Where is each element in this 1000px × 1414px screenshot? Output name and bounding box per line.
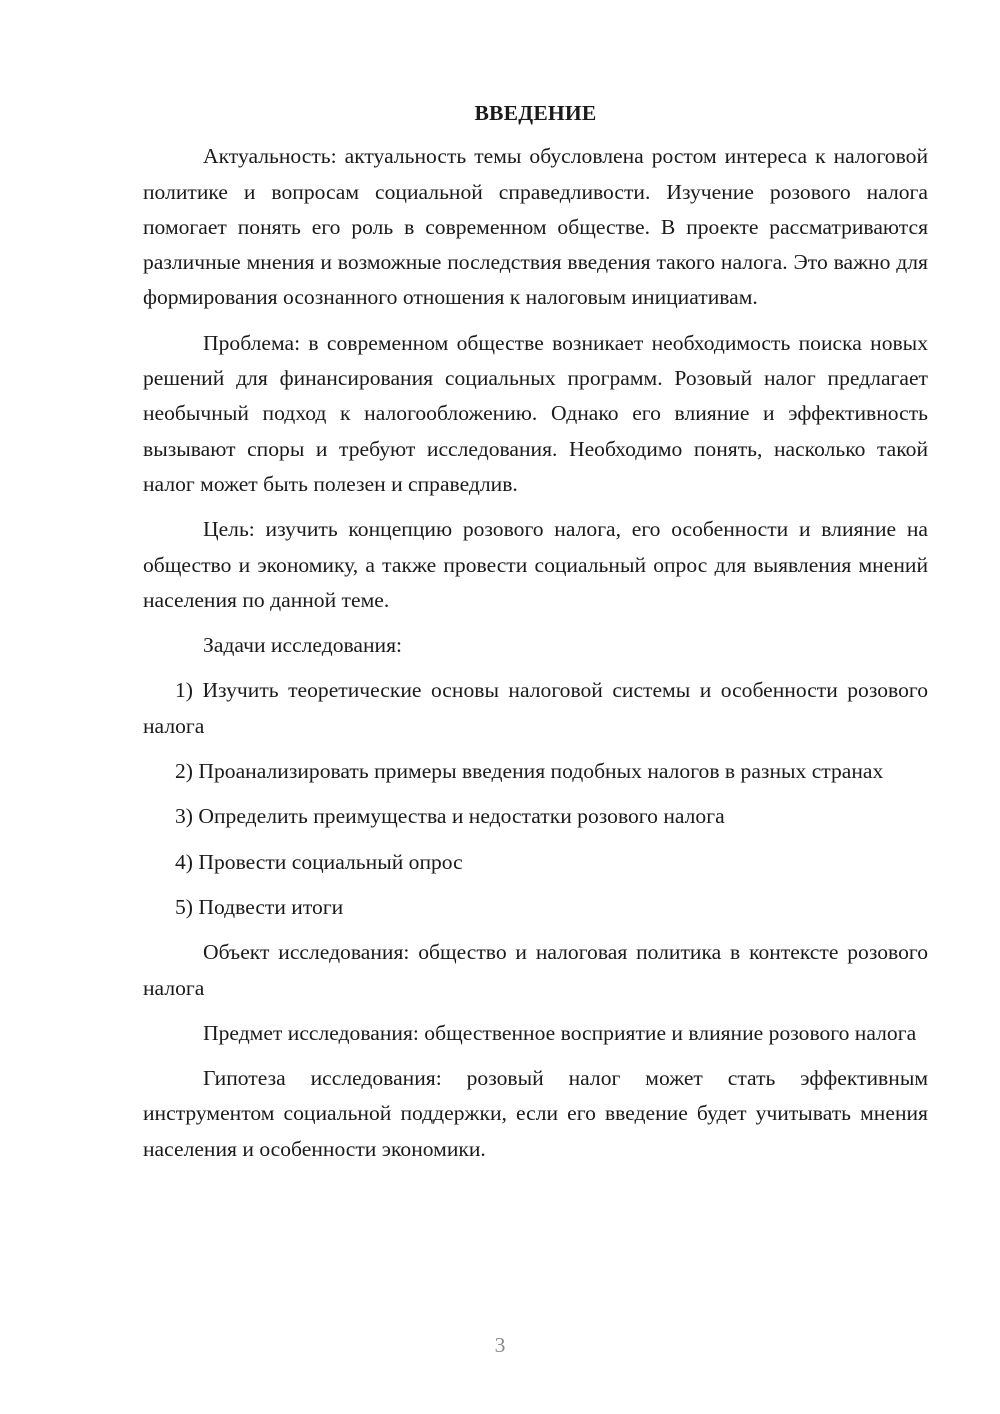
task-item: 1) Изучить теоретические основы налоговой системы и особенности розового налога	[143, 678, 928, 738]
paragraph-problem: Проблема: в современном обществе возникает необходимость поиска новых решений для финансирования социальных программ. Розовый налог предлагает необычный подход к налогообложению. Однако его влияние и эффективность вызывают споры и требуют исследования. Необходимо понять, насколько такой налог может быть полезен и справедлив.	[143, 330, 928, 496]
task-item: 3) Определить преимущества и недостатки розового налога	[175, 804, 725, 829]
paragraph-hypothesis: Гипотеза исследования: розовый налог может стать эффективным инструментом социальной поддержки, если его введение будет учитывать мнения населения и особенности экономики.	[143, 1066, 928, 1161]
paragraph-tasks-heading: Задачи исследования:	[203, 633, 403, 658]
task-item: 4) Провести социальный опрос	[175, 849, 463, 874]
paragraph-goal: Цель: изучить концепцию розового налога, его особенности и влияние на общество и экономику, а также провести социальный опрос для выявления мнений населения по данной теме.	[143, 517, 928, 612]
paragraph-object: Объект исследования: общество и налоговая политика в контексте розового налога	[143, 940, 928, 1000]
section-title: ВВЕДЕНИЕ	[474, 101, 597, 125]
paragraph-subject: Предмет исследования: общественное восприятие и влияние розового налога	[203, 1020, 917, 1045]
paragraph-relevance: Актуальность: актуальность темы обусловлена ростом интереса к налоговой политике и вопросам социальной справедливости. Изучение розового налога помогает понять его роль в современном обществе. В проекте рассматриваются различные мнения и возможные последствия введения такого налога. Это важно для формирования осознанного отношения к налоговым инициативам.	[143, 144, 928, 310]
page-content	[143, 96, 928, 1177]
page-number: 3	[494, 1333, 506, 1357]
task-item: 5) Подвести итоги	[175, 894, 344, 919]
task-item: 2) Проанализировать примеры введения подобных налогов в разных странах	[175, 759, 884, 784]
